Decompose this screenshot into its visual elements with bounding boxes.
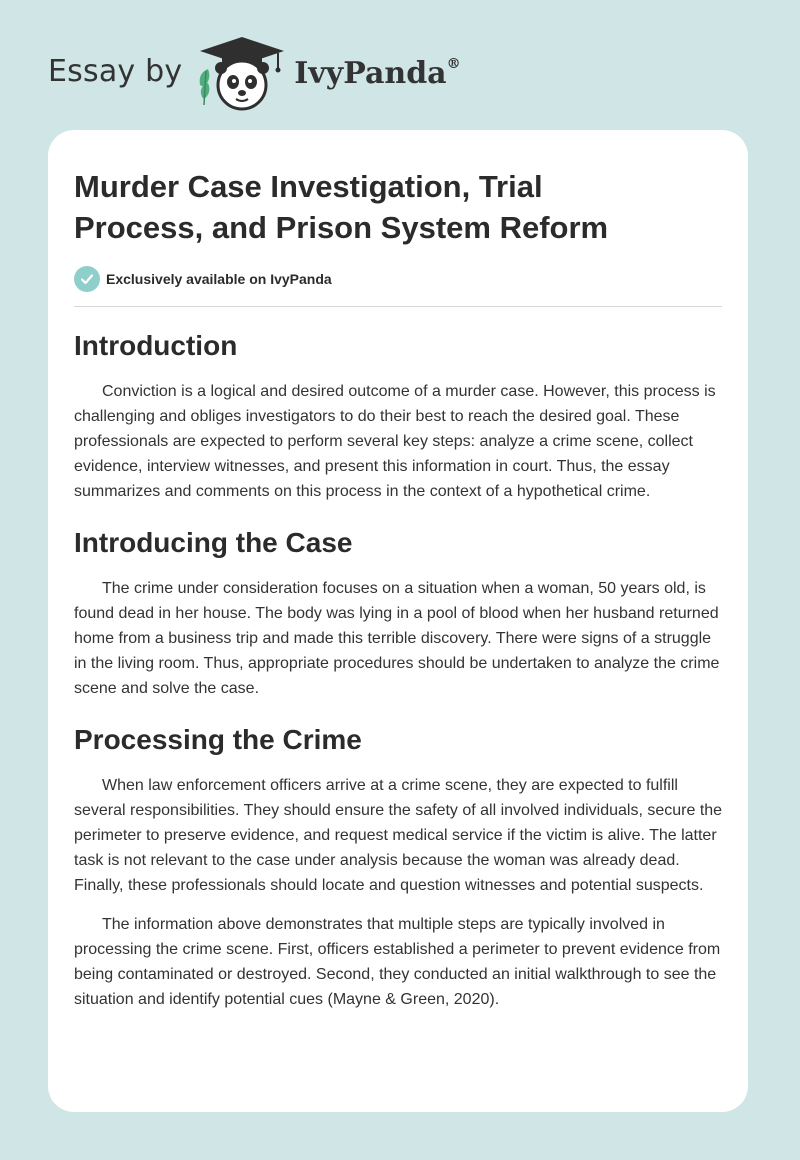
paragraph: Conviction is a logical and desired outcome of a murder case. However, this process is challenging and obliges investigators to do their best to reach the desired goal. These professionals are expected to perform several key steps: analyze a crime scene, collect evidence, interview witnesses, and present this information in court. Thus, the essay summarizes and comments on this process in the context of a hypothetical crime. [74, 383, 716, 500]
brand-header[interactable] [48, 34, 461, 114]
brand-name [294, 56, 460, 91]
section-introducing-the-case [74, 526, 722, 701]
paragraph: When law enforcement officers arrive at a crime scene, they are expected to fulfill several responsibilities. They should ensure the safety of all involved individuals, secure the perimeter to preserve evidence, and request medical service if the victim is alive. The latter task is not relevant to the case under analysis because the woman was already dead. Finally, these professionals should locate and question witnesses and potential suspects. [74, 777, 723, 894]
section-introduction [74, 329, 722, 504]
exclusive-badge [74, 266, 722, 292]
check-circle-icon [74, 266, 100, 292]
paragraph: The crime under consideration focuses on a situation when a woman, 50 years old, is found dead in her house. The body was lying in a pool of blood when her husband returned home from a business trip and made this terrible discovery. There were signs of a struggle in the living room. Thus, appropriate procedures should be undertaken to analyze the crime scene and solve the case. [74, 580, 720, 697]
section-processing-the-crime [74, 723, 722, 1012]
section-heading: Processing the Crime [74, 724, 362, 755]
brand-name-text: IvyPanda [294, 55, 447, 91]
registered-mark: ® [446, 55, 461, 72]
panda-graduate-icon [196, 35, 288, 113]
brand-prefix: Essay by [48, 53, 183, 89]
paragraph: The information above demonstrates that multiple steps are typically involved in processing the crime scene. First, officers established a perimeter to prevent evidence from being contaminated or destroyed. Second, they conducted an initial walkthrough to see the situation and identify potential cues (Mayne & Green, 2020). [74, 916, 721, 1008]
section-heading: Introducing the Case [74, 527, 353, 558]
badge-label: Exclusively available on IvyPanda [106, 271, 332, 287]
section-heading: Introduction [74, 330, 238, 361]
divider [74, 306, 722, 307]
essay-card [48, 130, 748, 1112]
essay-title: Murder Case Investigation, Trial Process, and Prison System Reform [74, 169, 609, 245]
